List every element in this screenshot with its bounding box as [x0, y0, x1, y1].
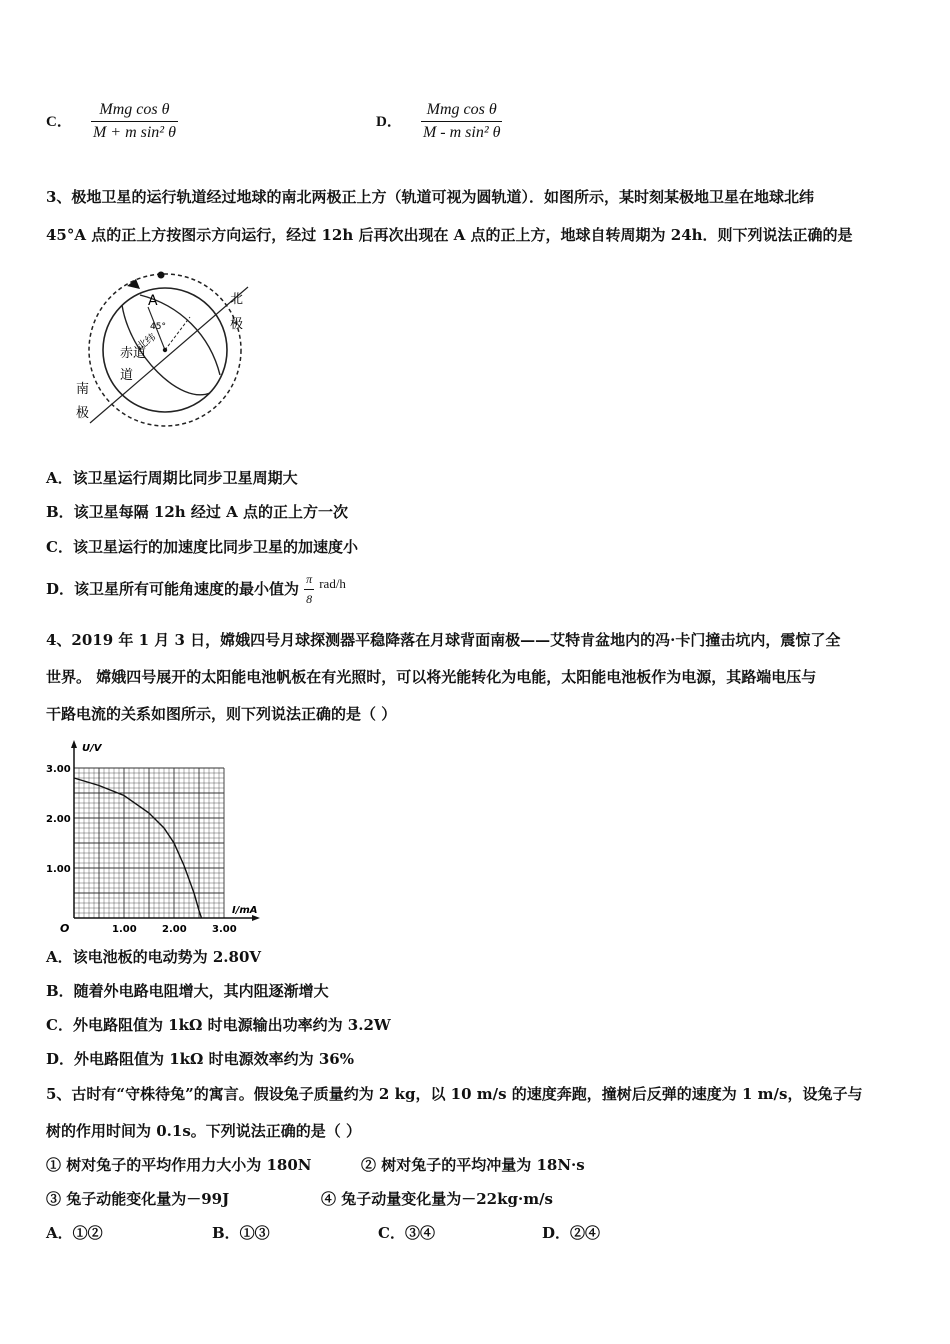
- label-equator: 赤道: [120, 346, 147, 361]
- chart-y-tick: 2.00: [46, 814, 71, 825]
- label-a: A: [148, 293, 158, 309]
- q3-option-d-fraction: [304, 572, 314, 607]
- q4-line-3: 干路电流的关系如图所示，则下列说法正确的是（ ）: [46, 705, 397, 723]
- chart-x-tick: 2.00: [162, 924, 187, 935]
- q5-option-d: D．②④: [542, 1224, 601, 1242]
- q3-option-c: C．该卫星运行的加速度比同步卫星的加速度小: [46, 538, 358, 556]
- q5-statement-4: ④ 兔子动量变化量为－22kg·m/s: [321, 1190, 553, 1208]
- q5-line-2: 树的作用时间为 0.1s。下列说法正确的是（ ）: [46, 1122, 361, 1140]
- q3-option-d-prefix: D．该卫星所有可能角速度的最小值为: [46, 580, 300, 598]
- q2-option-c-label: C．: [46, 114, 72, 130]
- q4-option-c: C．外电路阻值为 1kΩ 时电源输出功率约为 3.2W: [46, 1016, 391, 1034]
- chart-origin-label: O: [60, 922, 70, 935]
- q3-option-d: [46, 572, 346, 607]
- label-north-1: 北: [230, 292, 244, 307]
- orbit-point-icon: [158, 272, 165, 279]
- q4-option-a: A．该电池板的电动势为 2.80V: [46, 948, 262, 966]
- label-45: 45°: [150, 322, 166, 332]
- chart-ylabel: U/V: [82, 743, 102, 754]
- q2-option-d-denominator: M - m sin² θ: [422, 124, 501, 141]
- radius-dashed: [165, 317, 190, 350]
- label-equator-2: 道: [120, 368, 134, 383]
- chart-xlabel: I/mA: [232, 905, 258, 916]
- label-lat: 北纬: [135, 331, 159, 353]
- chart-grid: [74, 768, 224, 918]
- chart-x-tick: 3.00: [212, 924, 237, 935]
- label-north-2: 极: [230, 317, 244, 332]
- q4-line-2: 世界。 嫦娥四号展开的太阳能电池帆板在有光照时，可以将光能转化为电能，太阳能电池板作为电源，其路端电压与: [46, 668, 817, 686]
- q5-option-a: A．①②: [46, 1224, 103, 1242]
- label-south-2: 极: [76, 406, 90, 421]
- q5-option-c: C．③④: [378, 1224, 435, 1242]
- q2-option-d-fraction: [421, 101, 503, 142]
- chart-x-tick: 1.00: [112, 924, 137, 935]
- earth-center-dot: [163, 348, 167, 352]
- q3-earth-figure: [70, 265, 260, 430]
- q2-option-c: [46, 101, 178, 142]
- q4-line-1: 4、2019 年 1 月 3 日，嫦娥四号月球探测器平稳降落在月球背面南极——艾特肯盆地内的冯·卡门撞击坑内，震惊了全: [46, 631, 841, 649]
- q3-option-a: A．该卫星运行周期比同步卫星周期大: [46, 469, 298, 487]
- chart-y-tick: 3.00: [46, 764, 71, 775]
- q2-option-c-fraction: [91, 101, 178, 142]
- q5-statement-3: ③ 兔子动能变化量为－99J: [46, 1190, 230, 1208]
- q3-line-1: 3、极地卫星的运行轨道经过地球的南北两极正上方（轨道可视为圆轨道）．如图所示，某时刻某极地卫星在地球北纬: [46, 188, 814, 206]
- q2-option-d-numerator: Mmg cos θ: [421, 101, 503, 122]
- q2-option-d: [376, 101, 502, 142]
- q5-statement-1: ① 树对兔子的平均作用力大小为 180N: [46, 1156, 312, 1174]
- q3-option-d-unit: rad/h: [319, 576, 346, 591]
- q2-option-d-label: D．: [376, 114, 402, 130]
- q5-option-b: B．①③: [212, 1224, 270, 1242]
- q4-ui-chart: [40, 738, 270, 938]
- q3-line-2: 45°A 点的正上方按图示方向运行，经过 12h 后再次出现在 A 点的正上方，地球自转周期为 24h．则下列说法正确的是: [46, 226, 853, 244]
- q4-option-d: D．外电路阻值为 1kΩ 时电源效率约为 36%: [46, 1050, 354, 1068]
- chart-y-tick: 1.00: [46, 864, 71, 875]
- q5-statement-2: ② 树对兔子的平均冲量为 18N·s: [361, 1156, 585, 1174]
- y-axis-arrow-icon: [71, 740, 77, 748]
- label-south-1: 南: [76, 382, 90, 397]
- q3-option-d-denominator: 8: [306, 592, 313, 606]
- q2-option-c-denominator: M + m sin² θ: [92, 124, 176, 141]
- q3-option-d-numerator: π: [304, 572, 314, 590]
- q2-option-c-numerator: Mmg cos θ: [91, 101, 178, 122]
- q3-option-b: B．该卫星每隔 12h 经过 A 点的正上方一次: [46, 503, 348, 521]
- q5-line-1: 5、古时有“守株待兔”的寓言。假设兔子质量约为 2 kg，以 10 m/s 的速度奔跑，撞树后反弹的速度为 1 m/s，设兔子与: [46, 1085, 863, 1103]
- q4-option-b: B．随着外电路电阻增大，其内阻逐渐增大: [46, 982, 329, 1000]
